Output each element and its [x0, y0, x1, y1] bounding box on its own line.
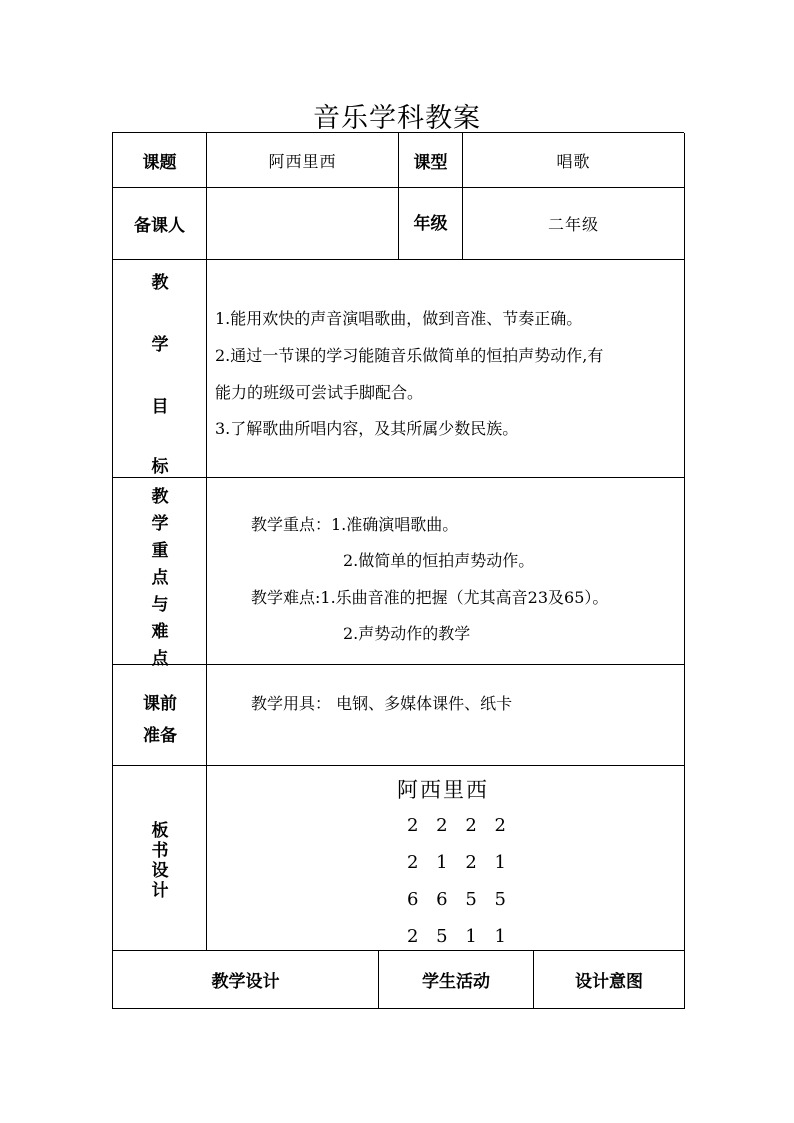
- difficulty-line-2: 2.声势动作的教学: [343, 624, 471, 643]
- key-points-label-char-7: 点: [151, 649, 169, 669]
- objective-line-2: 2.通过一节课的学习能随音乐做简单的恒拍声势动作,有: [215, 346, 604, 365]
- board-song-title: 阿西里西: [397, 778, 489, 802]
- grade-value: 二年级: [463, 188, 685, 260]
- board-label-char-2: 书: [151, 841, 169, 861]
- board-notes-line-3: 6 6 5 5: [407, 889, 512, 910]
- key-points-label-char-3: 重: [151, 541, 169, 561]
- key-points-label-cell: [113, 478, 207, 669]
- board-label-char-1: 板: [151, 821, 169, 841]
- objectives-label-char-1: 教: [151, 273, 169, 293]
- type-label: 课型: [399, 133, 463, 188]
- preparation-label-line-2: 准备: [143, 726, 177, 746]
- objectives-label-char-2: 学: [151, 335, 169, 355]
- preparer-label: 备课人: [113, 188, 207, 260]
- key-points-label-char-4: 点: [151, 568, 169, 588]
- key-points-label-char-6: 难: [151, 622, 169, 642]
- objective-line-1: 1.能用欢快的声音演唱歌曲，做到音准、节奏正确。: [215, 309, 583, 328]
- preparer-value: [207, 188, 399, 260]
- board-label-char-4: 计: [151, 881, 169, 901]
- board-label-char-3: 设: [151, 861, 169, 881]
- lesson-plan-table: [112, 132, 684, 1009]
- preparation-label-cell: [113, 665, 207, 766]
- board-notes-line-4: 2 5 1 1: [407, 926, 512, 947]
- key-points-content: [207, 478, 685, 665]
- topic-value: 阿西里西: [207, 133, 399, 188]
- board-notes-line-2: 2 1 2 1: [407, 852, 512, 873]
- design-intent-header: 设计意图: [534, 951, 685, 1009]
- objectives-label-char-3: 目: [151, 397, 169, 417]
- objectives-label-cell: [113, 260, 207, 478]
- grade-label-text: 年级: [413, 214, 448, 234]
- type-value: 唱歌: [463, 133, 685, 188]
- topic-label: 课题: [113, 133, 207, 188]
- board-label-cell: [113, 766, 207, 951]
- key-point-line-2: 2.做简单的恒拍声势动作。: [343, 551, 535, 570]
- objectives-label-char-4: 标: [151, 457, 169, 477]
- preparation-content: [207, 665, 685, 766]
- key-points-label-char-5: 与: [151, 595, 169, 615]
- teaching-design-header: 教学设计: [113, 951, 379, 1009]
- page-title: 音乐学科教案: [313, 103, 481, 134]
- objective-line-4: 3.了解歌曲所唱内容，及其所属少数民族。: [215, 419, 519, 438]
- key-points-label-char-2: 学: [151, 514, 169, 534]
- difficulty-line-1: 教学难点:1.乐曲音准的把握（尤其高音23及65）。: [251, 588, 609, 607]
- key-point-line-1: 教学重点：1.准确演唱歌曲。: [251, 515, 459, 534]
- board-notes-line-1: 2 2 2 2: [407, 815, 512, 836]
- preparation-text: 教学用具： 电钢、多媒体课件、纸卡: [251, 694, 513, 713]
- key-points-label-char-1: 教: [151, 487, 169, 507]
- preparation-label-line-1: 课前: [143, 694, 177, 714]
- objectives-content: [207, 260, 685, 478]
- grade-label: [399, 188, 463, 260]
- student-activity-header: 学生活动: [379, 951, 534, 1009]
- board-content: [207, 766, 685, 951]
- objective-line-3: 能力的班级可尝试手脚配合。: [215, 383, 424, 402]
